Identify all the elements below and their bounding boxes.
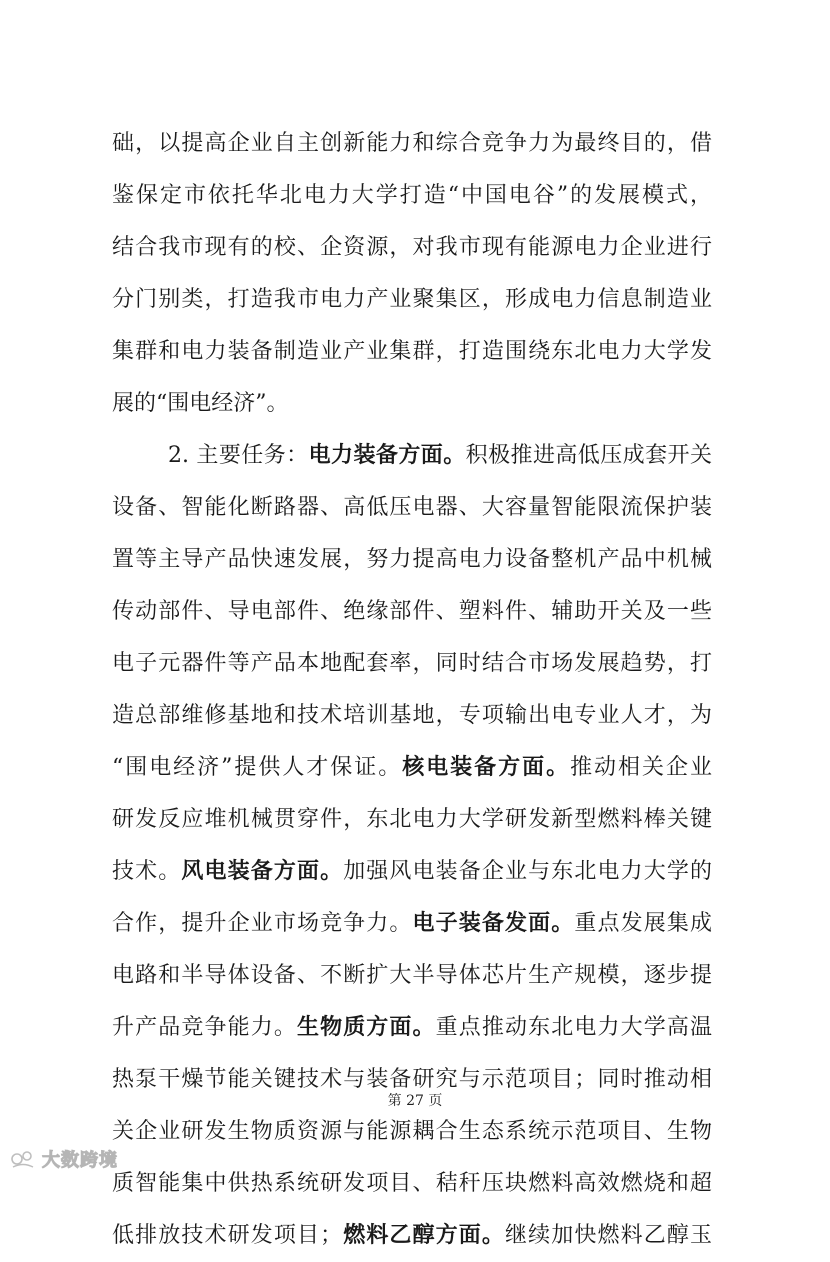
text-line: [112, 742, 712, 794]
text-line: [112, 222, 712, 274]
text-line: [112, 1210, 712, 1262]
text-segment: 础，以提高企业自主创新能力和综合竞争力为最终目的，借: [112, 131, 712, 156]
watermark-logo-icon: [10, 1148, 36, 1170]
text-line: [112, 378, 712, 430]
heading-electronic-equipment: 电子装备发面。: [412, 911, 575, 936]
text-segment: “围电经济”提供人才保证。: [112, 755, 403, 780]
text-line: [112, 1002, 712, 1054]
text-segment: 传动部件、导电部件、绝缘部件、塑料件、辅助开关及一些: [112, 599, 712, 624]
text-line: [112, 430, 712, 482]
text-line: [112, 170, 712, 222]
text-segment: 分门别类，打造我市电力产业聚集区，形成电力信息制造业: [112, 287, 712, 312]
text-line: [112, 482, 712, 534]
text-segment: 设备、智能化断路器、高低压电器、大容量智能限流保护装: [112, 495, 712, 520]
heading-nuclear-equipment: 核电装备方面。: [402, 755, 571, 780]
text-segment: 造总部维修基地和技术培训基地，专项输出电专业人才，为: [112, 703, 712, 728]
watermark: [10, 1146, 118, 1172]
text-line: [112, 690, 712, 742]
text-segment: 展的“围电经济”。: [112, 391, 289, 416]
text-segment: 技术。: [112, 859, 182, 884]
text-line: [112, 638, 712, 690]
text-segment: 推动相关企业: [570, 755, 712, 780]
heading-power-equipment: 电力装备方面。: [308, 443, 466, 468]
text-line: [112, 794, 712, 846]
text-line: [112, 118, 712, 170]
text-segment: 低排放技术研发项目；: [112, 1223, 343, 1248]
text-line: [112, 898, 712, 950]
text-line: [112, 274, 712, 326]
text-segment: 鉴保定市依托华北电力大学打造“中国电谷”的发展模式，: [112, 183, 712, 208]
text-segment: 重点推动东北电力大学高温: [435, 1015, 712, 1040]
page-number: 第 27 页: [387, 1093, 443, 1109]
text-line: [112, 950, 712, 1002]
text-segment: 重点发展集成: [574, 911, 712, 936]
section-number: 2. 主要任务：: [168, 443, 309, 468]
text-segment: 加强风电装备企业与东北电力大学的: [343, 859, 712, 884]
text-segment: 质智能集中供热系统研发项目、秸秆压块燃料高效燃烧和超: [112, 1171, 712, 1196]
text-segment: 电子元器件等产品本地配套率，同时结合市场发展趋势，打: [112, 651, 712, 676]
text-segment: 关企业研发生物质资源与能源耦合生态系统示范项目、生物: [112, 1119, 712, 1144]
text-segment: 集群和电力装备制造业产业集群，打造围绕东北电力大学发: [112, 339, 712, 364]
text-segment: 继续加快燃料乙醇玉: [505, 1223, 712, 1248]
text-segment: 合作，提升企业市场竞争力。: [112, 911, 413, 936]
text-line: [112, 1106, 712, 1158]
text-line: [112, 534, 712, 586]
text-segment: 热泵干燥节能关键技术与装备研究与示范项目；同时推动相: [112, 1067, 712, 1092]
heading-biomass: 生物质方面。: [296, 1015, 436, 1040]
text-segment: 升产品竞争能力。: [112, 1015, 297, 1040]
text-segment: 置等主导产品快速发展，努力提高电力设备整机产品中机械: [112, 547, 712, 572]
heading-wind-equipment: 风电装备方面。: [181, 859, 344, 884]
text-line: [112, 326, 712, 378]
watermark-text: 大数跨境: [42, 1150, 118, 1171]
text-line: [112, 846, 712, 898]
text-line: [112, 1158, 712, 1210]
heading-fuel-ethanol: 燃料乙醇方面。: [342, 1223, 506, 1248]
text-segment: 电路和半导体设备、不断扩大半导体芯片生产规模，逐步提: [112, 963, 712, 988]
text-segment: 结合我市现有的校、企资源，对我市现有能源电力企业进行: [112, 235, 712, 260]
text-segment: 积极推进高低压成套开关: [465, 443, 712, 468]
text-segment: 研发反应堆机械贯穿件，东北电力大学研发新型燃料棒关键: [112, 807, 712, 832]
text-line: [112, 586, 712, 638]
